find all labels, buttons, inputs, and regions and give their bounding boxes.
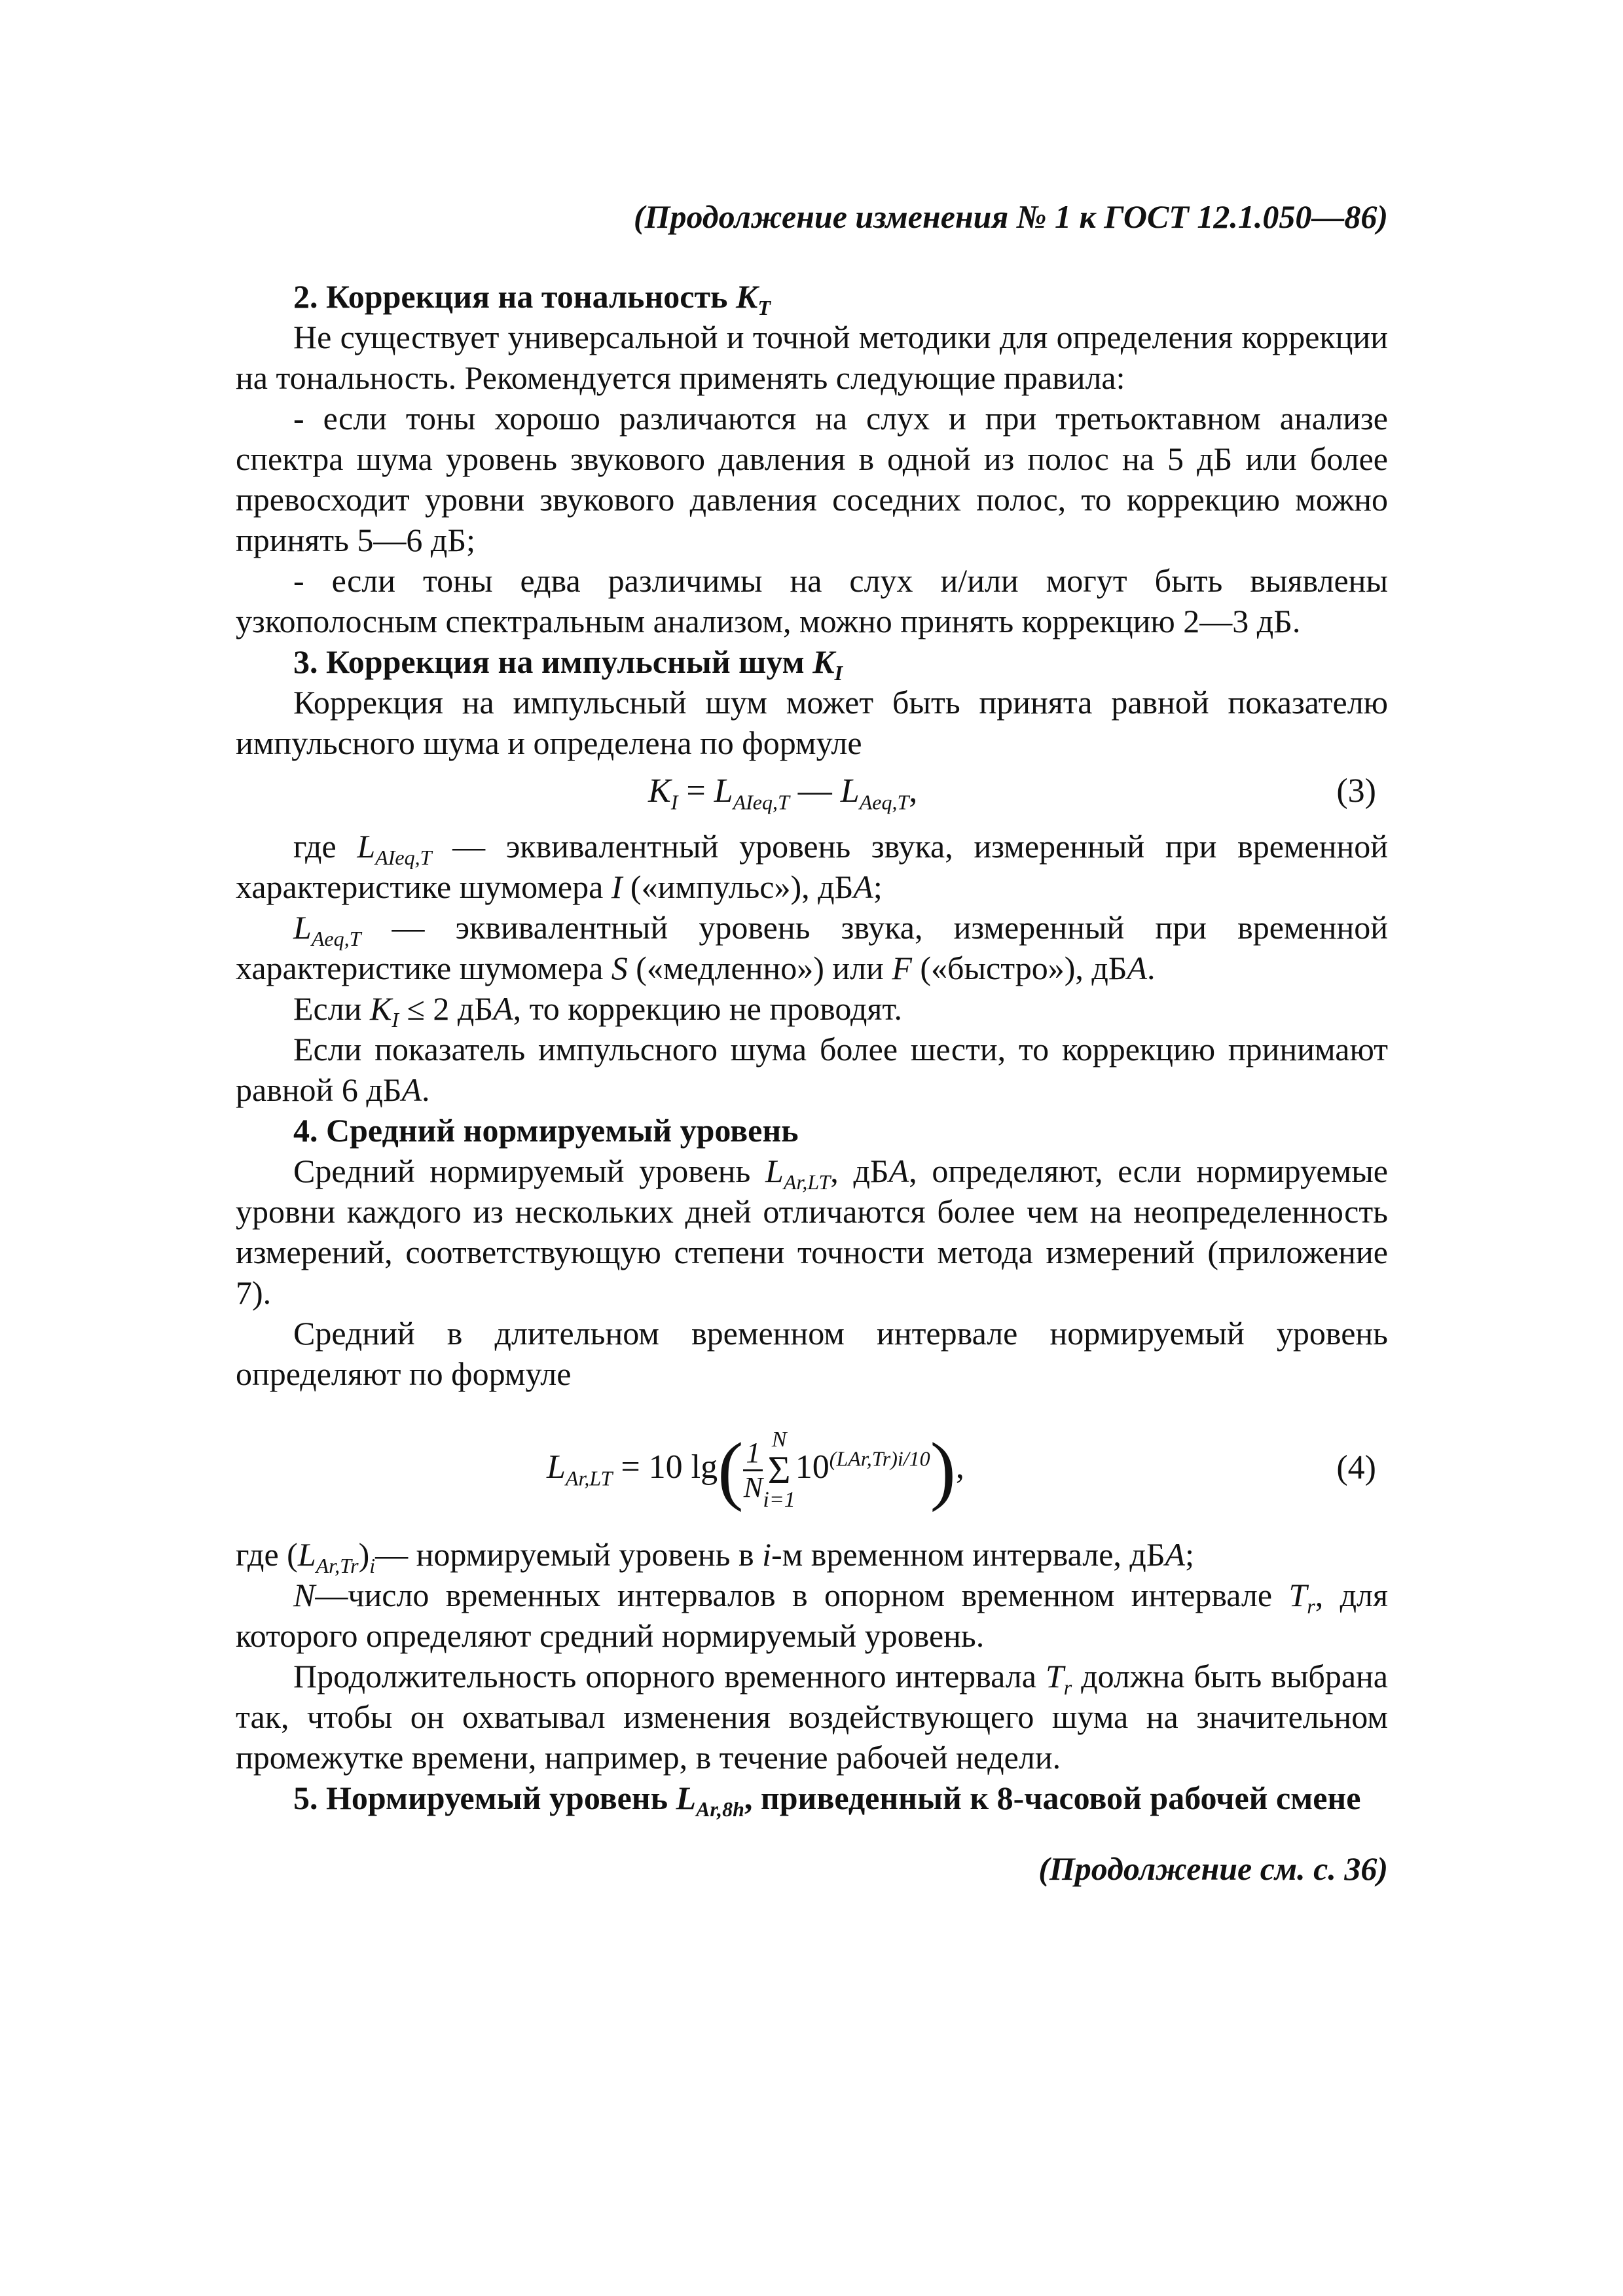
text: -м временном интервале, дБ <box>771 1536 1165 1573</box>
symbol-sub-T: T <box>757 296 771 319</box>
section-3-paragraph: Коррекция на импульсный шум может быть принята равной показателю импульсного шума и определена по формуле <box>236 684 1388 761</box>
formula-subscript: I <box>670 790 678 814</box>
symbol-sub-I: I <box>834 661 843 685</box>
formula-symbol: L <box>547 1448 566 1486</box>
formula-3-where-a <box>236 826 1388 907</box>
formula-4-where-b <box>236 1575 1388 1656</box>
page-footer: (Продолжение см. с. 36) <box>1038 1850 1388 1887</box>
text: , определяют, если нормируемые уровни каждого из нескольких дней отличаются более чем на неопределенность измерений, соответствующую степени точности метода измерений (приложение 7). <box>236 1153 1388 1311</box>
section-2-heading <box>236 276 1388 317</box>
formula-symbol: A <box>493 990 513 1027</box>
text: («медленно») или <box>627 950 892 986</box>
formula-3-expression <box>648 771 917 812</box>
formula-symbol: i <box>762 1536 771 1573</box>
text: ) <box>358 1536 370 1573</box>
text: где ( <box>236 1536 298 1573</box>
formula-3-where-b <box>236 907 1388 988</box>
formula-4-where-a <box>236 1534 1388 1575</box>
section-5-heading <box>236 1778 1388 1821</box>
formula-4-expression <box>547 1428 964 1512</box>
formula-symbol: L <box>765 1153 784 1189</box>
formula-symbol: K <box>648 772 671 810</box>
text: Средний нормируемый уровень <box>293 1153 766 1189</box>
symbol-KT <box>736 278 771 319</box>
formula-symbol: L <box>840 772 860 810</box>
formula-symbol: L <box>293 909 312 946</box>
sum-upper-limit: N <box>771 1427 787 1452</box>
formula-symbol: L <box>297 1536 316 1573</box>
formula-operator: — <box>789 772 841 810</box>
sum-sign: Σ <box>767 1448 791 1492</box>
text: Продолжительность опорного временного интервала <box>293 1658 1046 1695</box>
formula-4 <box>236 1402 1388 1526</box>
formula-subscript: Ar,LT <box>783 1170 831 1194</box>
formula-subscript: r <box>1063 1676 1072 1699</box>
formula-subscript: AIeq,T <box>375 846 432 869</box>
formula-symbol: I <box>611 869 623 905</box>
fraction <box>743 1437 763 1504</box>
text: ; <box>1185 1536 1194 1573</box>
formula-3-number: (3) <box>1336 772 1376 810</box>
text: должна быть выбрана так, чтобы он охватывал изменения воздействующего шума на значительном промежутке времени, например, в течение рабочей недели. <box>236 1658 1389 1776</box>
text: , для которого определяют средний нормируемый уровень. <box>236 1577 1388 1654</box>
section-2-title: 2. Коррекция на тональность <box>293 278 737 315</box>
formula-symbol: F <box>892 950 912 986</box>
text: , дБ <box>830 1153 889 1189</box>
section-4-paragraph-3 <box>236 1656 1388 1778</box>
formula-3 <box>236 764 1388 825</box>
formula-punctuation: , <box>955 1448 964 1486</box>
formula-symbol: K <box>369 990 392 1027</box>
text: Если <box>293 990 370 1027</box>
formula-subscript: i <box>369 1554 376 1577</box>
section-2-item-2: - если тоны едва различимы на слух и/или могут быть выявлены узкополосным спектральным анализом, можно принять коррекцию 2—3 дБ. <box>236 562 1388 639</box>
section-4-heading: 4. Средний нормируемый уровень <box>293 1112 799 1149</box>
symbol-K: K <box>736 278 758 315</box>
text: где <box>293 828 357 865</box>
sum-lower-limit: i=1 <box>763 1488 795 1512</box>
formula-operator: = 10 lg <box>612 1448 718 1486</box>
text: . <box>422 1071 430 1108</box>
section-5-title-rest: , приведенный к 8-часовой рабочей смене <box>744 1780 1361 1816</box>
formula-subscript: r <box>1307 1594 1315 1618</box>
section-3-heading <box>236 641 1388 685</box>
symbol-KI <box>812 643 843 685</box>
formula-subscript: Ar,Tr <box>316 1554 359 1577</box>
formula-subscript: I <box>392 1008 399 1031</box>
formula-subscript: Aeq,T <box>311 927 361 950</box>
formula-symbol: A <box>1127 950 1148 986</box>
formula-symbol: L <box>357 828 376 865</box>
formula-punctuation: , <box>909 772 918 810</box>
section-4-paragraph-1 <box>236 1151 1388 1313</box>
fraction-numerator: 1 <box>743 1437 763 1471</box>
page-content <box>236 196 1388 1889</box>
formula-symbol: L <box>676 1780 697 1816</box>
formula-symbol: T <box>1045 1658 1064 1695</box>
formula-symbol: S <box>611 950 628 986</box>
formula-symbol: A <box>888 1153 909 1189</box>
formula-operator: = <box>678 772 714 810</box>
text: Если показатель импульсного шума более шести, то коррекцию принимают равной 6 дБ <box>236 1031 1388 1108</box>
text: — эквивалентный уровень звука, измеренный при временной характеристике шумомера <box>236 828 1389 905</box>
text: . <box>1147 950 1156 986</box>
section-3-title: 3. Коррекция на импульсный шум <box>293 643 813 680</box>
formula-subscript: Ar,LT <box>565 1466 613 1490</box>
text: — нормируемый уровень в <box>375 1536 763 1573</box>
formula-symbol: A <box>853 869 873 905</box>
symbol-K: K <box>812 643 835 680</box>
condition-1 <box>236 988 1388 1029</box>
section-4-paragraph-2: Средний в длительном временном интервале нормируемый уровень определяют по формуле <box>236 1315 1388 1392</box>
formula-4-number: (4) <box>1336 1449 1376 1486</box>
formula-symbol: L <box>714 772 733 810</box>
formula-number: 10 <box>795 1448 830 1486</box>
left-paren: ( <box>718 1427 744 1513</box>
summation <box>763 1428 795 1512</box>
condition-2 <box>236 1029 1388 1110</box>
formula-symbol: N <box>293 1577 316 1613</box>
section-2-paragraph: Не существует универсальной и точной методики для определения коррекции на тональность. Рекомендуется применять следующие правила: <box>236 319 1388 396</box>
page-header: (Продолжение изменения № 1 к ГОСТ 12.1.050—86) <box>633 198 1388 235</box>
text: —число временных интервалов в опорном временном интервале <box>315 1577 1289 1613</box>
fraction-denominator: N <box>743 1471 763 1503</box>
formula-symbol: A <box>1165 1536 1186 1573</box>
formula-subscript: Ar,8h <box>696 1797 744 1821</box>
text: ≤ 2 дБ <box>398 990 494 1027</box>
right-paren: ) <box>930 1427 956 1513</box>
text: («импульс»), дБ <box>622 869 854 905</box>
text: («быстро»), дБ <box>911 950 1127 986</box>
formula-symbol: A <box>401 1071 422 1108</box>
formula-subscript: Aeq,T <box>859 790 909 814</box>
section-2-item-1: - если тоны хорошо различаются на слух и при третьоктавном анализе спектра шума уровень звукового давления в одной из полос на 5 дБ или более превосходит уровни звукового давления соседних полос, то коррекцию можно принять 5—6 дБ; <box>236 400 1388 558</box>
formula-exponent: (LAr,Tr)i/10 <box>829 1446 930 1471</box>
text: , то коррекцию не проводят. <box>513 990 902 1027</box>
text: — эквивалентный уровень звука, измеренный при временной характеристике шумомера <box>236 909 1388 986</box>
formula-subscript: AIeq,T <box>733 790 790 814</box>
section-5-title: 5. Нормируемый уровень <box>293 1780 676 1816</box>
text: ; <box>873 869 883 905</box>
formula-symbol: T <box>1288 1577 1307 1613</box>
